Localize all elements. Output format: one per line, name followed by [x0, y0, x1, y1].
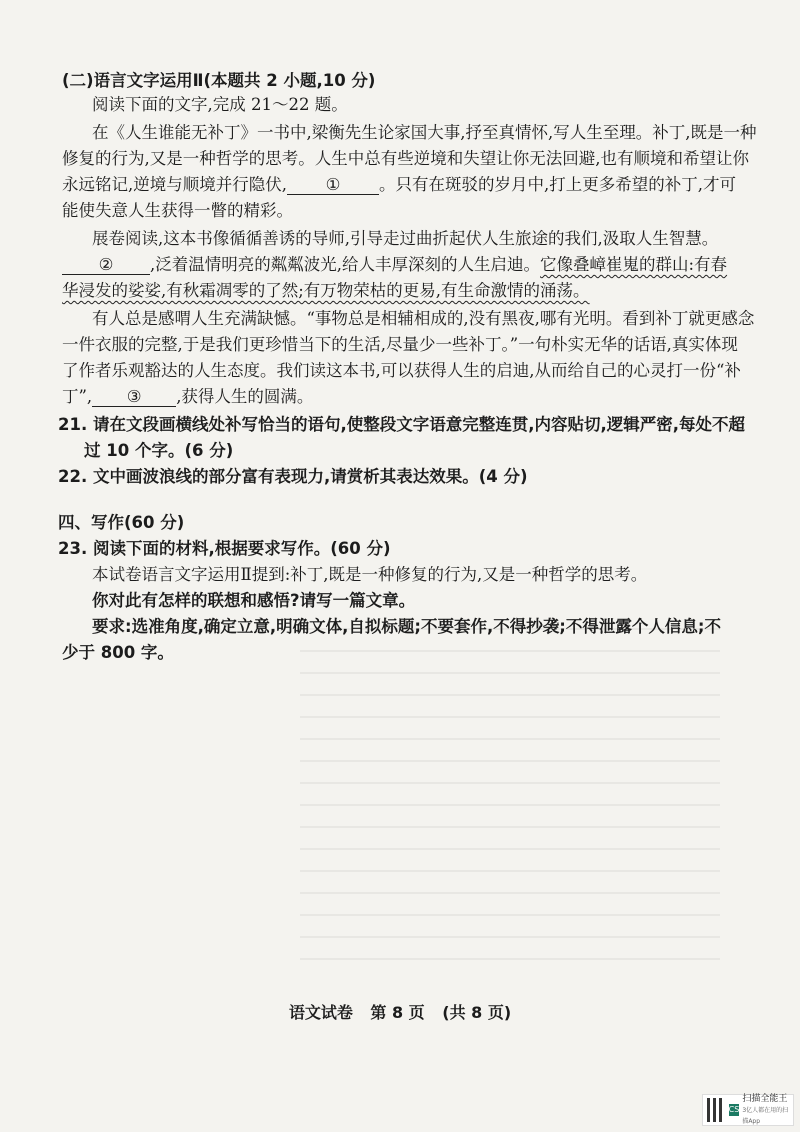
wavy-underlined-text: 它像叠嶂崔嵬的群山:有春 [540, 255, 728, 274]
paper-title: 语文试卷 [288, 1003, 353, 1022]
passage-p2-line1: 展卷阅读,这本书像循循善诱的导师,引导走过曲折起伏人生旅途的我们,汲取人生智慧。 [92, 229, 719, 248]
writing-material: 本试卷语言文字运用Ⅱ提到:补丁,既是一种修复的行为,又是一种哲学的思考。 [92, 565, 648, 584]
bleed-through-texture [300, 620, 720, 960]
passage-text: ,获得人生的圆满。 [176, 387, 314, 406]
question-22: 22. 文中画波浪线的部分富有表现力,请赏析其表达效果。(4 分) [58, 467, 528, 486]
page-total: (共 8 页) [442, 1003, 512, 1022]
passage-p1-line1: 在《人生谁能无补丁》一书中,梁衡先生论家国大事,抒至真情怀,写人生至理。补丁,既是一种 [92, 123, 757, 142]
page-footer [0, 1000, 800, 1023]
answer-blank-2: ② [62, 256, 150, 275]
scanner-watermark [702, 1094, 794, 1126]
page-number: 第 8 页 [370, 1003, 425, 1022]
question-21-line1: 21. 请在文段画横线处补写恰当的语句,使整段文字语意完整连贯,内容贴切,逻辑严密,每处不超 [58, 415, 746, 434]
answer-blank-3: ③ [92, 388, 176, 407]
passage-p1-line3 [62, 174, 736, 196]
passage-p1-line2: 修复的行为,又是一种哲学的思考。人生中总有些逆境和失望让你无法回避,也有顺境和希望让你 [62, 149, 749, 168]
answer-blank-1: ① [287, 176, 379, 195]
passage-p3-line1: 有人总是感喟人生充满缺憾。“事物总是相辅相成的,没有黑夜,哪有光明。看到补丁就更感念 [92, 309, 755, 328]
passage-p1-line4: 能使失意人生获得一瞥的精彩。 [62, 201, 293, 220]
passage-p3-line3: 了作者乐观豁达的人生态度。我们读这本书,可以获得人生的启迪,从而给自己的心灵打一份“补 [62, 361, 741, 380]
passage-p3-line2: 一件衣服的完整,于是我们更珍惜当下的生活,尽量少一些补丁。”一句朴实无华的话语,真实体现 [62, 335, 738, 354]
section2-heading: (二)语言文字运用Ⅱ(本题共 2 小题,10 分) [62, 71, 376, 90]
passage-text: 。只有在斑驳的岁月中,打上更多希望的补丁,才可 [379, 175, 736, 194]
wavy-underlined-text: 华浸发的娑娑,有秋霜凋零的了然;有万物荣枯的更易,有生命激情的涌荡。 [62, 281, 590, 300]
passage-p3-line4 [62, 386, 313, 408]
scanner-brand-name: 扫描全能王 [742, 1093, 788, 1104]
section2-instruction: 阅读下面的文字,完成 21～22 题。 [92, 95, 348, 114]
passage-text: ,泛着温情明亮的粼粼波光,给人丰厚深刻的人生启迪。 [150, 255, 540, 274]
writing-prompt: 你对此有怎样的联想和感悟?请写一篇文章。 [92, 591, 416, 610]
question-21-line2: 过 10 个字。(6 分) [84, 441, 234, 460]
writing-requirements-line1: 要求:选准角度,确定立意,明确文体,自拟标题;不要套作,不得抄袭;不得泄露个人信息;不 [92, 617, 721, 636]
passage-text: 丁”, [62, 387, 93, 406]
scanner-tagline: 3亿人都在用的扫描App [742, 1106, 789, 1125]
section4-heading: 四、写作(60 分) [58, 513, 185, 532]
passage-text: 永远铭记,逆境与顺境并行隐伏, [62, 175, 287, 194]
passage-p2-line3 [62, 280, 590, 302]
scanner-brand [742, 1094, 789, 1127]
scanner-logo-icon: CS [728, 1105, 740, 1114]
question-23: 23. 阅读下面的材料,根据要求写作。(60 分) [58, 539, 391, 558]
passage-p2-line2 [62, 254, 727, 276]
qr-code-icon [707, 1098, 725, 1122]
writing-requirements-line2: 少于 800 字。 [62, 643, 174, 662]
